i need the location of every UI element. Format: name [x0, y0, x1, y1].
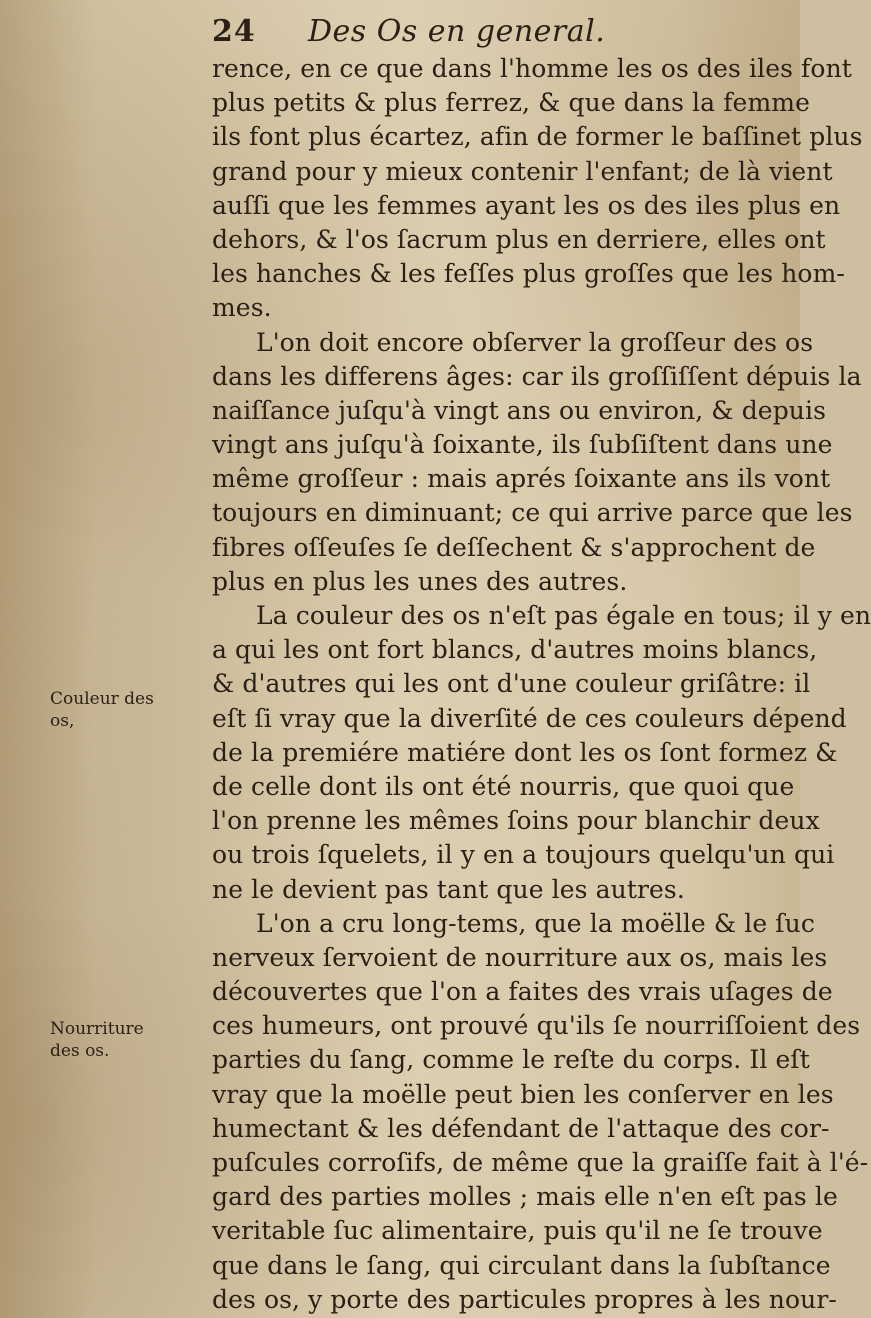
running-head: Des Os en general. [308, 14, 606, 49]
margin-note-nourriture [50, 1018, 200, 1062]
text-line: & d'autres qui les ont d'une couleur griſâtre: il [212, 669, 811, 699]
text-line: de celle dont ils ont été nourris, que quoi que [212, 771, 795, 801]
paragraph-start: La couleur des os n'eſt pas égale en tous; il y en [256, 601, 871, 630]
text-line: veritable ſuc alimentaire, puis qu'il ne ſe trouve [212, 1216, 823, 1246]
margin-note-line: Couleur des [50, 689, 154, 709]
text-line: puſcules corroſifs, de même que la graiſſe fait à l'é- [212, 1148, 869, 1177]
text-line: ces humeurs, ont prouvé qu'ils ſe nourriſſoient des [212, 1011, 861, 1041]
text-line: naiſſance juſqu'à vingt ans ou environ, & depuis [212, 395, 827, 425]
text-line: fibres oſſeuſes ſe deſſechent & s'approchent de [212, 532, 816, 562]
text-line: vray que la moëlle peut bien les conſerver en les [212, 1079, 834, 1109]
text-line: auſſi que les femmes ayant les os des iles plus en [212, 190, 841, 220]
paragraph-start: L'on a cru long-tems, que la moëlle & le ſuc [256, 908, 815, 938]
margin-note-colour [50, 688, 200, 732]
text-line: ils font plus écartez, afin de former le baſſinet plus [212, 122, 863, 152]
text-line: eſt ſi vray que la diverſité de ces couleurs dépend [212, 703, 847, 733]
text-line: découvertes que l'on a faites des vrais uſages de [212, 977, 833, 1007]
margin-note-line: Nourriture [50, 1019, 144, 1039]
text-line: mes. [212, 293, 272, 323]
text-line: gard des parties molles ; mais elle n'en eſt pas le [212, 1182, 838, 1212]
text-line: vingt ans juſqu'à ſoixante, ils ſubſiſtent dans une [212, 430, 833, 460]
text-line: dehors, & l'os ſacrum plus en derriere, elles ont [212, 224, 826, 254]
text-line: que dans le ſang, qui circulant dans la ſubſtance [212, 1250, 831, 1280]
text-line: plus en plus les unes des autres. [212, 566, 628, 596]
text-line: a qui les ont fort blancs, d'autres moins blancs, [212, 635, 818, 665]
page-header [212, 14, 732, 54]
paragraph-start: L'on doit encore obſerver la groſſeur des os [256, 327, 814, 357]
text-line: parties du ſang, comme le reſte du corps. Il eſt [212, 1045, 810, 1075]
text-line: toujours en diminuant; ce qui arrive parce que les [212, 498, 853, 528]
text-line: ou trois ſquelets, il y en a toujours quelqu'un qui [212, 840, 835, 870]
body-text [212, 52, 871, 1317]
margin-note-line: des os. [50, 1041, 110, 1061]
text-line: les hanches & les feſſes plus groſſes que les hom- [212, 259, 845, 289]
text-line: des os, y porte des particules propres à les nour- [212, 1284, 837, 1314]
text-line: plus petits & plus ferrez, & que dans la femme [212, 88, 810, 118]
text-line: dans les differens âges: car ils groſſiſſent dépuis la [212, 361, 862, 391]
text-line: rence, en ce que dans l'homme les os des iles font [212, 54, 852, 83]
text-line: de la premiére matiére dont les os ſont formez & [212, 737, 838, 767]
text-line: grand pour y mieux contenir l'enfant; de là vient [212, 156, 833, 186]
text-line: ne le devient pas tant que les autres. [212, 874, 685, 904]
text-line: nerveux ſervoient de nourriture aux os, mais les [212, 942, 828, 972]
page-number: 24 [212, 14, 256, 49]
margin-note-line: os, [50, 711, 75, 731]
text-line: même groſſeur : mais aprés ſoixante ans ils vont [212, 464, 831, 494]
text-line: l'on prenne les mêmes ſoins pour blanchir deux [212, 806, 820, 836]
text-line: humectant & les défendant de l'attaque des cor- [212, 1113, 830, 1143]
